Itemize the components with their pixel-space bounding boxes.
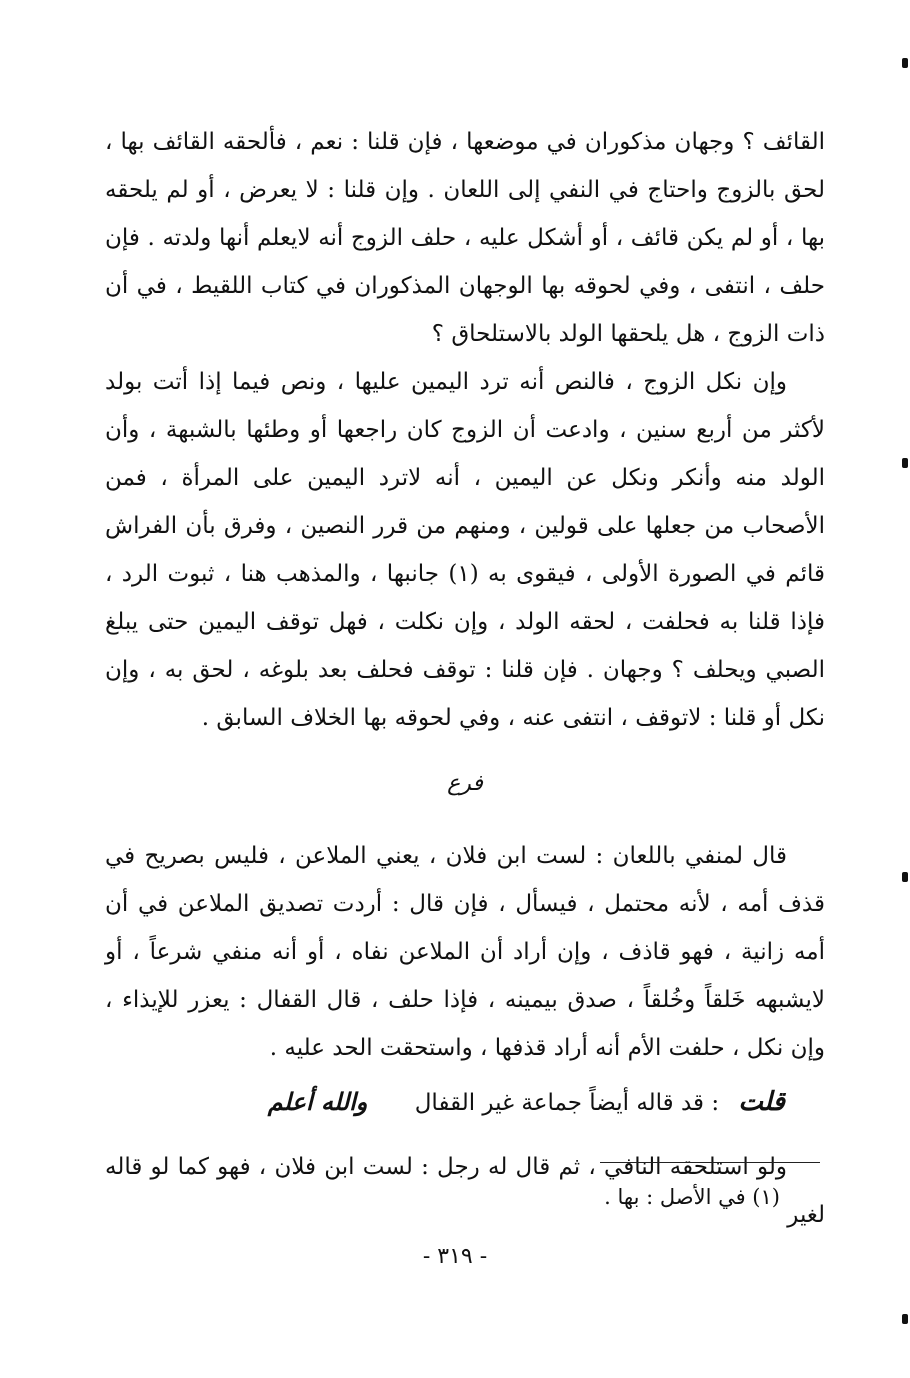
footnote-divider [600,1162,820,1163]
margin-mark [902,872,908,882]
footnote: (١) في الأصل : بها . [604,1185,780,1209]
paragraph-1: القائف ؟ وجهان مذكوران في موضعها ، فإن قلنا : نعم ، فألحقه القائف بها ، لحق بالزوج واحتاج في النفي إلى اللعان . وإن قلنا : لا يعرض ، أو لم يلحقه بها ، أو لم يكن قائف ، أو أشكل عليه ، حلف الزوج أنه لايعلم أنها ولدته . فإن حلف ، انتفى ، وفي لحوقه بها الوجهان المذكوران في كتاب اللقيط ، في أن ذات الزوج ، هل يلحقها الولد بالاستلحاق ؟ [105,129,825,347]
margin-mark [902,458,908,468]
paragraph-2: وإن نكل الزوج ، فالنص أنه ترد اليمين عليها ، ونص فيما إذا أتت بولد لأكثر من أربع سنين ، وادعت أن الزوج كان راجعها أو وطئها بالشبهة ، وأن الولد منه وأنكر ونكل عن اليمين ، أنه لاترد اليمين على المرأة ، فمن الأصحاب من جعلها على قولين ، ومنهم من قرر النصين ، وفرق بأن الفراش قائم في الصورة الأولى ، فيقوى به (١) جانبها ، والمذهب هنا ، ثبوت الرد ، فإذا قلنا به فحلفت ، لحقه الولد ، وإن نكلت ، فهل توقف اليمين حتى يبلغ الصبي ويحلف ؟ وجهان . فإن قلنا : توقف فحلف بعد بلوغه ، لحق به ، وإن نكل أو قلنا : لاتوقف ، انتفى عنه ، وفي لحوقه بها الخلاف السابق . [105,369,826,731]
section-heading: فرع [447,771,483,796]
margin-mark [902,1314,908,1324]
paragraph-3: قال لمنفي باللعان : لست ابن فلان ، يعني الملاعن ، فليس بصريح في قذف أمه ، لأنه محتمل ، فيسأل ، فإن قال : أردت تصديق الملاعن في أن أمه زانية ، فهو قاذف ، وإن أراد أن الملاعن نفاه ، أو أنه منفي شرعاً ، أو لايشبهه خَلقاً وخُلقاً ، صدق بيمينه ، فإذا حلف ، قال القفال : يعزر للإيذاء ، وإن نكل ، حلفت الأم أنه أراد قذفها ، واستحقت الحد عليه . [105,843,825,1061]
page-body [105,118,825,1239]
paragraph-4: ولو استلحقه النافي ، ثم قال له رجل : لست ابن فلان ، فهو كما لو قاله لغير [105,1154,825,1228]
margin-mark [902,58,908,68]
qult-text: : قد قاله أيضاً جماعة غير القفال [414,1090,720,1116]
page-number: - ٣١٩ - [422,1244,488,1269]
qult-label: قلت [738,1087,785,1117]
qult-closing: والله أعلم [267,1087,368,1116]
qult-note [105,1078,825,1127]
